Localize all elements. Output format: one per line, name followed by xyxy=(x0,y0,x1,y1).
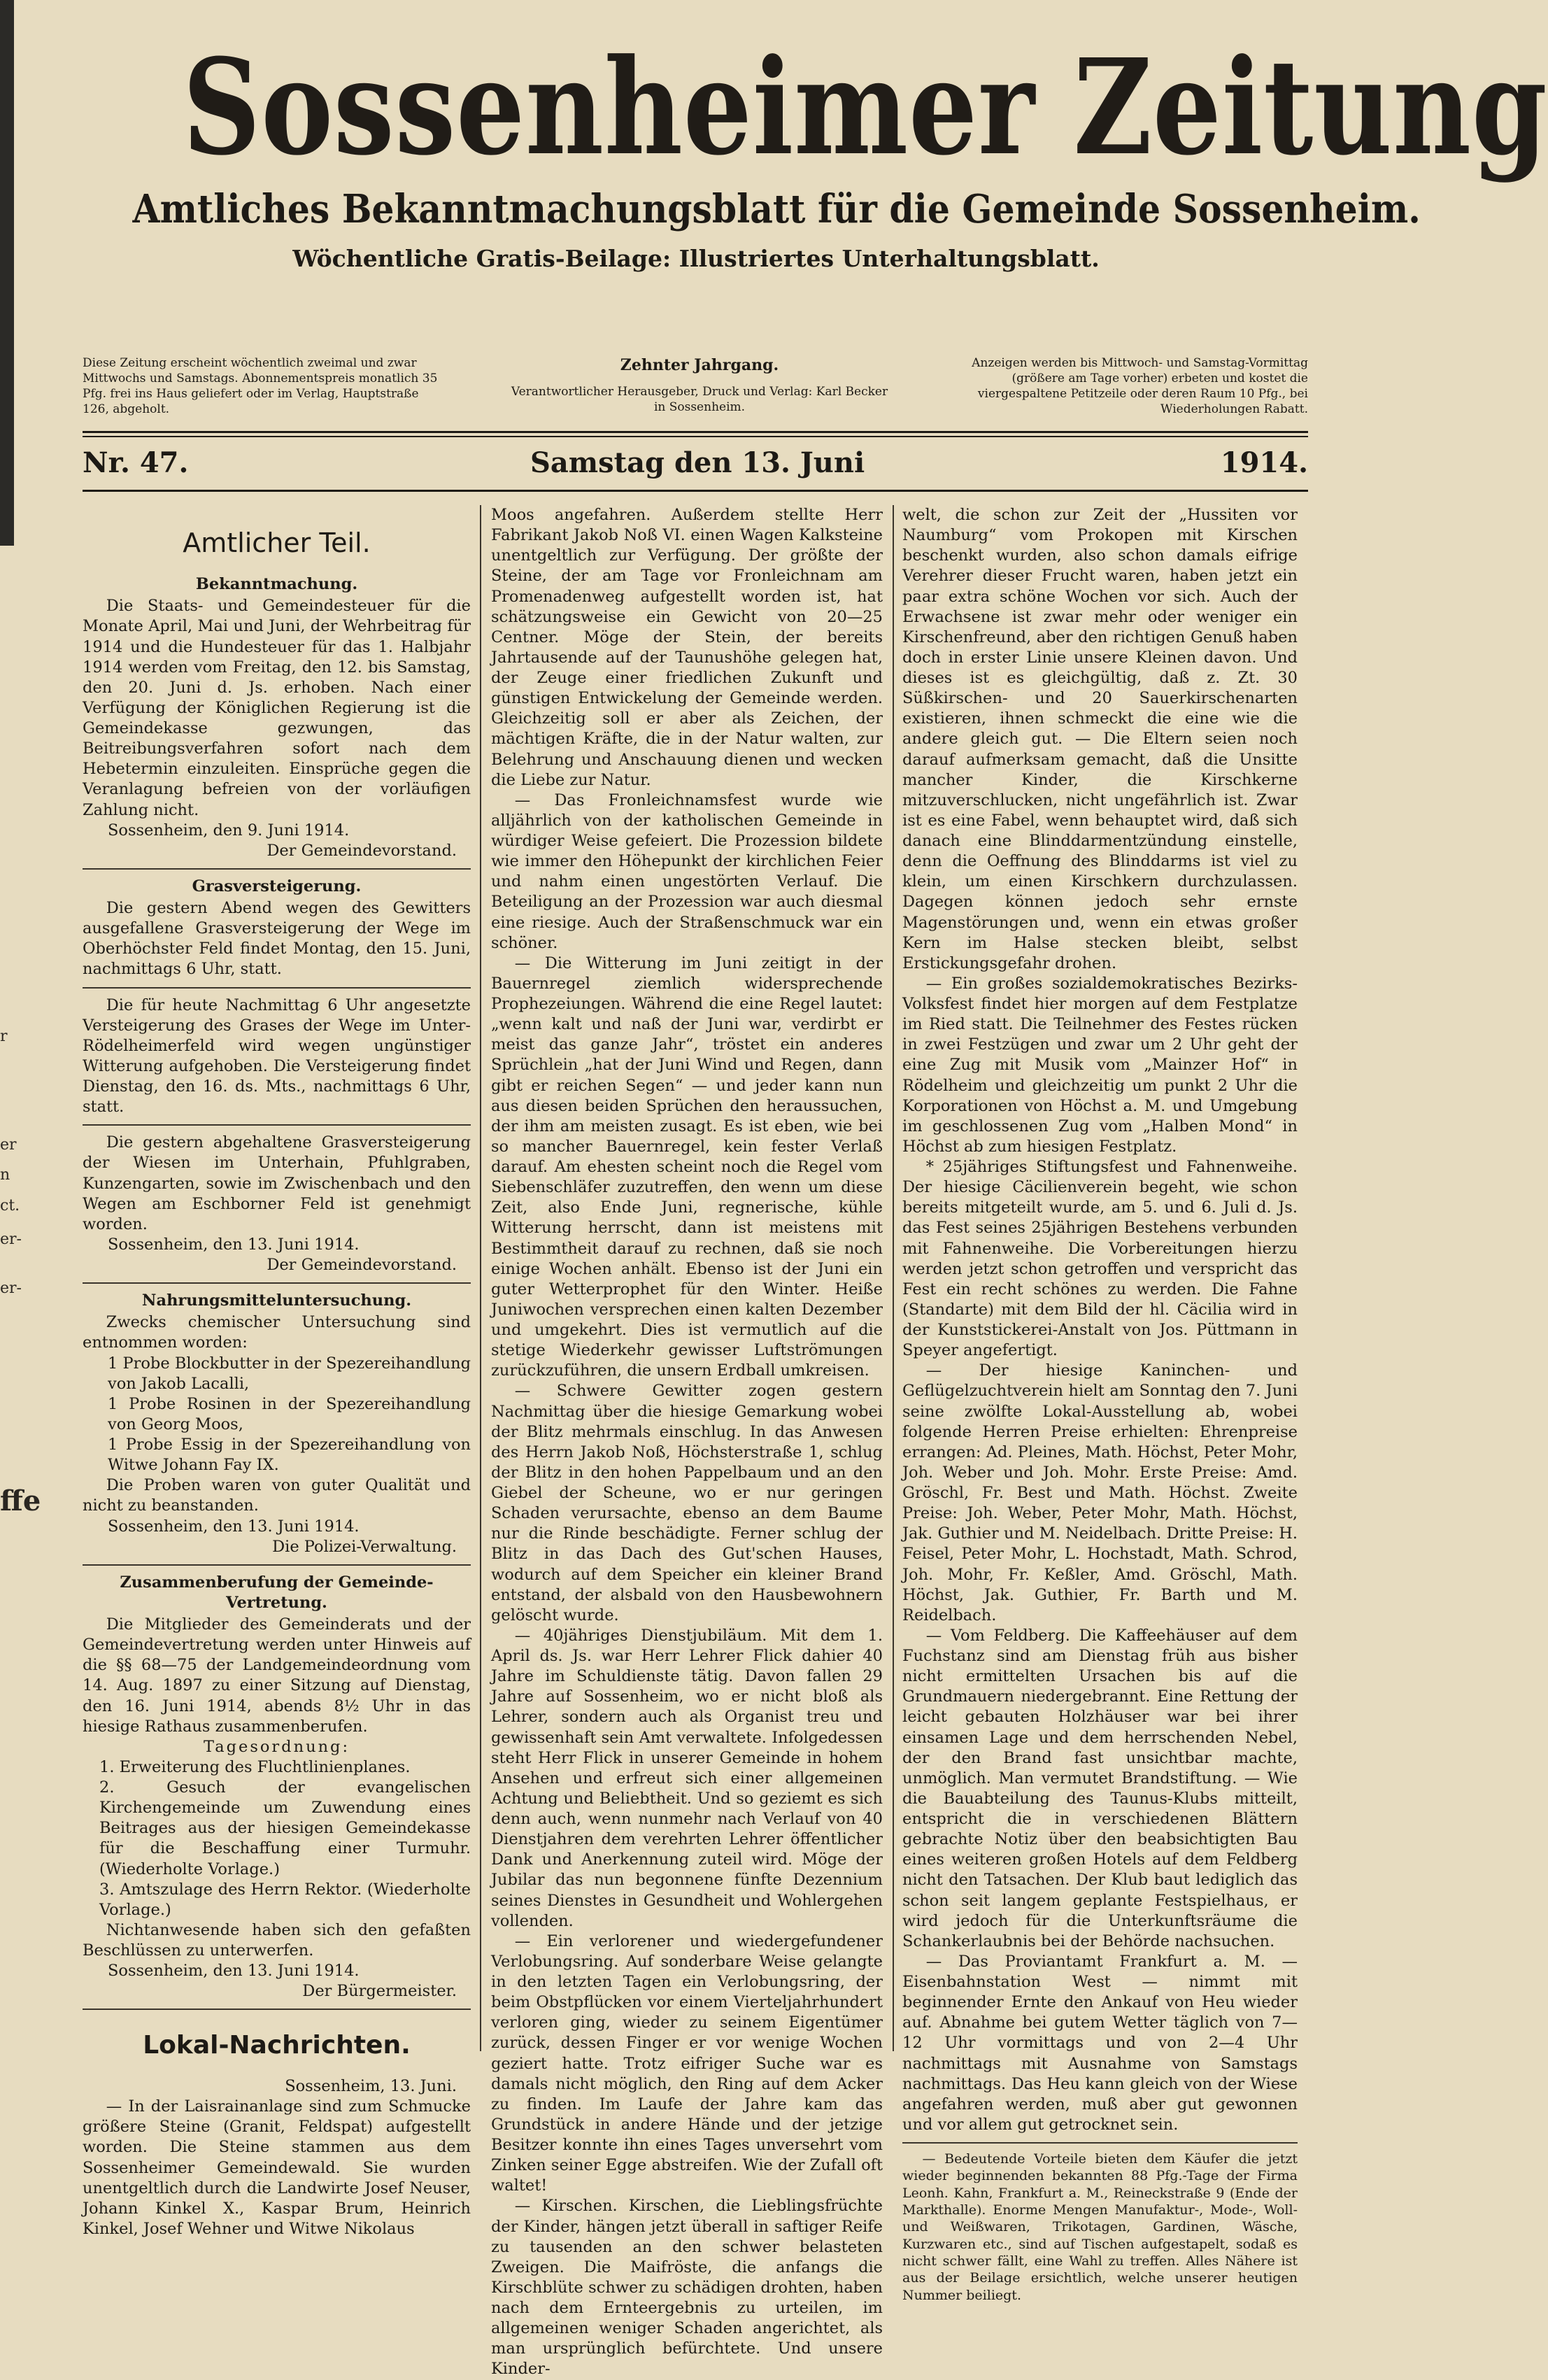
notice-place-date: Sossenheim, den 9. Juni 1914. xyxy=(108,821,350,840)
article-text: — 40jähriges Dienstjubiläum. Mit dem 1. April ds. Js. war Herr Lehrer Flick dahier 40 Jahre im Schuldienste tätig. Davon fallen 29 Jahre auf Sossenheim, wo er nicht bloß als Lehrer, sondern auch als Organist treu und gewissenhaft sein Amt verwaltete. Infolgedessen steht Herr Flick in unserer Gemeinde in hohem Ansehen und erfreut sich einer allgemeinen Achtung und Beliebtheit. Und so geziemt es sich denn auch, wenn nunmehr nach Verlauf von 40 Dienstjahren dem verehrten Lehrer öffentlicher Dank und Anerkennung zuteil wird. Möge der Jubilar das nun begonnene fünfte Dezennium seines Dienstes in Gesundheit und Wohlergehen vollenden. xyxy=(491,1626,883,1930)
notice-text: Die Staats- und Gemeindesteuer für die Monate April, Mai und Juni, der Wehrbeitrag für 1914 und die Hundesteuer für das 1. Halbjahr 1914 werden vom Freitag, den 12. bis Samstag, den 20. Juni d. Js. erhoben. Nach einer Verfügung der Königlichen Regierung ist die Gemeindekasse gezwungen, das Beitreibungsverfahren sofort nach dem Hebetermin einzuleiten. Einsprüche gegen die Veranlagung befreien von der vorläufigen Zahlung nicht. xyxy=(83,597,471,819)
edge-fragment: er- xyxy=(0,1231,22,1248)
section-title-lokal-nachrichten: Lokal-Nachrichten. xyxy=(143,2031,411,2060)
list-item: 2. Gesuch der evangelischen Kirchengemeinde um Zuwendung eines Beitrages aus der hiesigen Gemeindekasse für die Beschaffung einer Turmuhr. (Wiederholte Vorlage.) xyxy=(99,1778,471,1878)
edge-fragment: er- xyxy=(0,1280,22,1297)
list-item: 3. Amtszulage des Herrn Rektor. (Wiederholte Vorlage.) xyxy=(99,1880,471,1919)
local-dateline: Sossenheim, 13. Juni. xyxy=(285,2077,457,2096)
notice-signature: Der Bürgermeister. xyxy=(302,1982,457,2001)
header-rule-top-2 xyxy=(83,436,1308,437)
notice-signature: Die Polizei-Verwaltung. xyxy=(272,1537,457,1556)
separator xyxy=(83,1124,471,1126)
column-divider xyxy=(480,505,481,2051)
publisher-info xyxy=(504,355,895,415)
article-text: — Der hiesige Kaninchen- und Geflügelzuchtverein hielt am Sonntag den 7. Juni seine zwölfte Lokal-Ausstellung ab, wobei folgende Herren Preise erhielten: Ehrenpreise errangen: Ad. Pleines, Math. Höchst, Peter Mohr, Joh. Weber und Joh. Mohr. Erste Preise: Amd. Gröschl, Fr. Best und Math. Höchst. Zweite Preise: Joh. Weber, Peter Mohr, Math. Höchst, Jak. Guthier und M. Neidelbach. Dritte Preise: H. Feisel, Peter Mohr, L. Hochstadt, Math. Schrod, Joh. Mohr, Fr. Keßler, Amd. Gröschl, Math. Höchst, Jak. Guthier, Fr. Barth und M. Reidelbach. xyxy=(902,1361,1298,1624)
issue-year: 1914. xyxy=(1220,446,1308,479)
article-text: — Schwere Gewitter zogen gestern Nachmittag über die hiesige Gemarkung wobei der Blitz mehrmals einschlug. In das Anwesen des Herrn Jakob Noß, Höchsterstraße 1, schlug der Blitz in den hohen Pappelbaum und an den Giebel der Scheune, wo er nur geringen Schaden verursachte, ebenso an dem Baume nur die Rinde beschädigte. Ferner schlug der Blitz in das Dach des Gut'schen Hauses, wodurch auf dem Speicher ein kleiner Brand entstand, der alsbald von den Hausbewohnern gelöscht wurde. xyxy=(491,1382,883,1624)
newspaper-subtitle: Amtliches Bekanntmachungsblatt für die Gemeinde Sossenheim. xyxy=(132,186,1421,232)
issue-number: Nr. 47. xyxy=(83,446,189,479)
supplement-line: Wöchentliche Gratis-Beilage: Illustriertes Unterhaltungsblatt. xyxy=(292,245,1100,272)
list-item: 1 Probe Rosinen in der Spezereihandlung von Georg Moos, xyxy=(108,1394,471,1433)
column-divider xyxy=(893,505,894,2051)
notice-text: Zwecks chemischer Untersuchung sind entnommen worden: xyxy=(83,1313,471,1352)
separator xyxy=(83,2009,471,2010)
issue-date: Samstag den 13. Juni xyxy=(530,446,865,479)
notice-text: Die für heute Nachmittag 6 Uhr angesetzte Versteigerung des Grases der Wege im Unter-Rödelheimerfeld wird wegen ungünstiger Witterung aufgehoben. Die Versteigerung findet Dienstag, den 16. ds. Mts., nachmittags 6 Uhr, statt. xyxy=(83,996,471,1117)
agenda-list xyxy=(83,1757,471,1920)
article-text: — Kirschen. Kirschen, die Lieblingsfrüchte der Kinder, hängen jetzt überall in saftiger Reife zu tausenden an den schwer belasteten Zweigen. Die Maifröste, die anfangs die Kirschblüte schwer zu schädigen drohten, haben nach dem Ernteergebnis zu urteilen, im allgemeinen weniger Schaden angerichtet, als man ursprünglich befürchtete. Und unsere Kinder- xyxy=(491,2197,883,2379)
advertisement-notice: — Bedeutende Vorteile bieten dem Käufer die jetzt wieder beginnenden bekannten 88 Pfg.-Tage der Firma Leonh. Kahn, Frankfurt a. M., Reineckstraße 9 (Ende der Markthalle). Enorme Mengen Manufaktur-, Mode-, Woll- und Weißwaren, Trikotagen, Gardinen, Wäsche, Kurzwaren etc., sind auf Tischen aufgestapelt, sodaß es nicht schwer fällt, eine Wahl zu treffen. Alles Nähere ist aus der Beilage ersichtlich, welche unserer heutigen Nummer beiliegt. xyxy=(902,2151,1298,2303)
scan-edge-dark xyxy=(0,0,14,546)
header-rule-top xyxy=(83,431,1308,433)
volume-label: Zehnter Jahrgang. xyxy=(620,356,779,374)
header-rule-bottom xyxy=(83,490,1308,492)
separator xyxy=(83,1282,471,1284)
column-2 xyxy=(491,505,883,2380)
list-item: 1. Erweiterung des Fluchtlinienplanes. xyxy=(99,1757,411,1776)
notice-text: Die Mitglieder des Gemeinderats und der Gemeindevertretung werden unter Hinweis auf die §§ 68—75 der Landgemeindeordnung vom 14. Aug. 1897 zu einer Sitzung auf Dienstag, den 16. Juni 1914, abends 8½ Uhr in das hiesige Rathaus zusammenberufen. xyxy=(83,1615,471,1736)
edge-fragment: ct. xyxy=(0,1197,20,1214)
subscription-info: Diese Zeitung erscheint wöchentlich zweimal und zwar Mittwochs und Samstags. Abonnementspreis monatlich 35 Pfg. frei ins Haus geliefert oder im Verlag, Hauptstraße 126, abgeholt. xyxy=(83,356,438,417)
edge-fragment: er xyxy=(0,1136,17,1154)
publisher-text: Verantwortlicher Herausgeber, Druck und Verlag: Karl Becker in Sossenheim. xyxy=(511,384,888,414)
list-item: 1 Probe Blockbutter in der Spezereihandlung von Jakob Lacalli, xyxy=(108,1354,471,1393)
advertising-info: Anzeigen werden bis Mittwoch- und Samstag-Vormittag (größere am Tage vorher) erbeten und kostet die viergespaltene Petitzeile oder deren Raum 10 Pfg., bei Wiederholungen Rabatt. xyxy=(972,356,1308,417)
list-item: 1 Probe Essig in der Spezereihandlung von Witwe Johann Fay IX. xyxy=(108,1436,471,1475)
article-text: — Das Proviantamt Frankfurt a. M. — Eisenbahnstation West — nimmt mit beginnender Ernte den Ankauf von Heu wieder auf. Abnahme bei gutem Wetter täglich von 7—12 Uhr vormittags und von 2—4 Uhr nachmittags mit Ausnahme von Samstags nachmittags. Das Heu kann gleich von der Wiese angefahren werden, muß aber gut gewonnen und vor allem gut getrocknet sein. xyxy=(902,1952,1298,2134)
column-1 xyxy=(83,505,471,2239)
article-text: — Das Fronleichnamsfest wurde wie alljährlich von der katholischen Gemeinde in würdiger Weise gefeiert. Die Prozession bildete wie immer den Höhepunkt der kirchlichen Feier und nahm einen ungestörten Verlauf. Die Beteiligung an der Prozession war auch diesmal eine riesige. Auch der Straßenschmuck war ein schöner. xyxy=(491,791,883,952)
masthead xyxy=(70,30,1548,272)
notice-text: Die gestern Abend wegen des Gewitters ausgefallene Grasversteigerung der Wege im Oberhöchster Feld findet Montag, den 15. Juni, nachmittags 6 Uhr, statt. xyxy=(83,899,471,979)
notice-text: Die gestern abgehaltene Grasversteigerung der Wiesen im Unterhain, Pfuhlgraben, Kunzengarten, sowie im Zwischenbach und den Wegen am Eschborner Feld ist genehmigt worden. xyxy=(83,1133,471,1233)
article-text: — In der Laisrainanlage sind zum Schmucke größere Steine (Granit, Feldspat) aufgestellt worden. Die Steine stammen aus dem Sossenheimer Gemeindewald. Sie wurden unentgeltlich durch die Landwirte Josef Neuser, Johann Kinkel X., Kaspar Brum, Heinrich Kinkel, Josef Wehner und Witwe Nikolaus xyxy=(83,2097,471,2238)
notice-place-date: Sossenheim, den 13. Juni 1914. xyxy=(108,1962,360,1981)
section-title-amtlicher-teil: Amtlicher Teil. xyxy=(183,527,371,558)
edge-fragment: r xyxy=(0,1028,8,1045)
article-text: — Ein verlorener und wiedergefundener Verlobungsring. Auf sonderbare Weise gelangte in den letzten Tagen ein Verlobungsring, der beim Obstpflücken vor einem Vierteljahrhundert verloren ging, wieder zu seinem Eigentümer zurück, dessen Finger er vor wenige Wochen geziert hatte. Trotz eifriger Suche war es damals nicht möglich, den Ring auf dem Acker zu finden. Im Laufe der Jahre kam das Grundstück in andere Hände und der jetzige Besitzer konnte ihn eines Tages unversehrt vom Zinken seiner Egge abstreifen. Wie der Zufall oft waltet! xyxy=(491,1932,883,2195)
column-3 xyxy=(902,505,1298,2304)
notice-text: Die Proben waren von guter Qualität und nicht zu beanstanden. xyxy=(83,1476,471,1515)
article-text: Moos angefahren. Außerdem stellte Herr Fabrikant Jakob Noß VI. einen Wagen Kalksteine unentgeltlich zur Verfügung. Der größte der Steine, der am Tage vor Fronleichnam am Promenadenweg aufgestellt worden ist, hat schätzungsweise ein Gewicht von 20—25 Centner. Möge der Stein, der bereits Jahrtausende auf der Taunushöhe gelegen hat, der Zeuge einer friedlichen Zukunft und günstigen Entwickelung der Gemeinde werden. Gleichzeitig soll er aber als Zeichen, der mächtigen Kräfte, die in der Natur walten, zur Belehrung und Anschauung dienen und wecken die Liebe zur Natur. xyxy=(491,506,883,789)
edge-fragment: ffe xyxy=(0,1485,41,1517)
article-text: * 25jähriges Stiftungsfest und Fahnenweihe. Der hiesige Cäcilienverein begeht, wie schon bereits mitgeteilt wurde, am 5. und 6. Juli d. Js. das Fest seines 25jährigen Bestehens verbunden mit Fahnenweihe. Die Vorbereitungen hierzu werden jetzt schon getroffen und verspricht das Fest ein recht schönes zu werden. Die Fahne (Standarte) mit dem Bild der hl. Cäcilia wird in der Kunststickerei-Anstalt von Jos. Püttmann in Speyer angefertigt. xyxy=(902,1158,1298,1360)
article-text: — Vom Feldberg. Die Kaffeehäuser auf dem Fuchstanz sind am Dienstag früh aus bisher nicht ermittelten Ursachen bis auf die Grundmauern niedergebrannt. Eine Rettung der leicht gebauten Holzhäuser war bei ihrer einsamen Lage und dem herrschenden Nebel, der den Brand fast unsichtbar machte, unmöglich. Man vermutet Brandstiftung. — Wie die Bauabteilung des Taunus-Klubs mitteilt, entspricht die in verschiedenen Blättern gebrachte Notiz über den beabsichtigten Bau eines weiteren großen Hotels auf dem Feldberg nicht den Tatsachen. Der Klub baut lediglich das schon seit langem geplante Festspielhaus, er wird jedoch für die Unterkunftsräume die Schankerlaubnis bei der Behörde nachsuchen. xyxy=(902,1626,1298,1950)
newspaper-title: Sossenheimer Zeitung xyxy=(183,30,1548,185)
article-text: — Ein großes sozialdemokratisches Bezirks-Volksfest findet hier morgen auf dem Festplatze im Ried statt. Die Teilnehmer des Festes rücken in zwei Festzügen und zwar um 2 Uhr geht der eine Zug mit Musik vom „Mainzer Hof“ in Rödelheim und gleichzeitig um punkt 2 Uhr die Korporationen von Höchst a. M. und Umgebung im geschlossenen Zug vom „Halben Mond“ in Höchst ab zum hiesigen Festplatz. xyxy=(902,974,1298,1156)
article-text: welt, die schon zur Zeit der „Hussiten vor Naumburg“ vom Prokopen mit Kirschen beschenkt wurden, also schon damals eifrige Verehrer dieser Frucht waren, haben jetzt ein paar extra schöne Wochen vor sich. Auch der Erwachsene ist zwar mehr oder weniger ein Kirschenfreund, aber den richtigen Genuß haben doch in erster Linie unsere Kleinen davon. Und dieses ist es gleichgültig, daß z. Zt. 30 Süßkirschen- und 20 Sauerkirschenarten existieren, ihnen schmeckt die eine wie die andere gleich gut. — Die Eltern seien noch darauf aufmerksam gemacht, daß die Unsitte mancher Kinder, die Kirschkerne mitzuverschlucken, nicht ungefährlich ist. Zwar ist es eine Fabel, wenn behauptet wird, daß sich danach eine Blinddarmentzündung einstelle, denn die Oeffnung des Blinddarms ist viel zu klein, um einen Kirschkern durchzulassen. Dagegen können jedoch sehr ernste Magenstörungen und, wenn ein etwas großer Kern im Halse stecken bleibt, selbst Erstickungsgefahr drohen. xyxy=(902,506,1298,972)
notice-signature: Der Gemeindevorstand. xyxy=(267,841,457,860)
separator xyxy=(902,2142,1298,2144)
notice-heading: Grasversteigerung. xyxy=(192,877,362,895)
notice-place-date: Sossenheim, den 13. Juni 1914. xyxy=(108,1235,360,1254)
edge-fragment: n xyxy=(0,1166,10,1184)
notice-heading: Zusammenberufung der Gemeinde-Vertretung. xyxy=(120,1573,434,1612)
separator xyxy=(83,987,471,989)
notice-place-date: Sossenheim, den 13. Juni 1914. xyxy=(108,1517,360,1536)
separator xyxy=(83,868,471,870)
notice-signature: Der Gemeindevorstand. xyxy=(267,1256,457,1275)
notice-text: Nichtanwesende haben sich den gefaßten Beschlüssen zu unterwerfen. xyxy=(83,1920,471,1960)
agenda-heading: Tagesordnung: xyxy=(203,1737,350,1756)
article-text: — Die Witterung im Juni zeitigt in der Bauernregel ziemlich widersprechende Prophezeiungen. Während die eine Regel lautet: „wenn kalt und naß der Juni war, verdirbt er meist das ganze Jahr“, tröstet ein anderes Sprüchlein „hat der Juni Wind und Regen, dann gibt er reichen Segen“ — und jeder kann nun aus diesen beiden Sprüchen den heraussuchen, der ihm am meisten zusagt. Es ist eben, wie bei so mancher Bauernregel, kein fester Verlaß darauf. Am ehesten scheint noch die Regel vom Siebenschläfer zuzutreffen, den wenn um diese Zeit, also Ende Juni, regnerische, kühle Witterung herrscht, dann ist meistens mit Bestimmtheit darauf zu rechnen, daß sie noch einige Wochen anhält. Ebenso ist der Juni ein guter Wetterprophet für den Winter. Heiße Juniwochen versprechen einen kalten Dezember und umgekehrt. Dies ist vermutlich auf die stetige Wiederkehr gewisser Luftströmungen zurückzuführen, die unsern Erdball umkreisen. xyxy=(491,954,883,1380)
separator xyxy=(83,1564,471,1566)
notice-heading: Bekanntmachung. xyxy=(195,575,358,594)
notice-heading: Nahrungsmitteluntersuchung. xyxy=(141,1291,412,1310)
